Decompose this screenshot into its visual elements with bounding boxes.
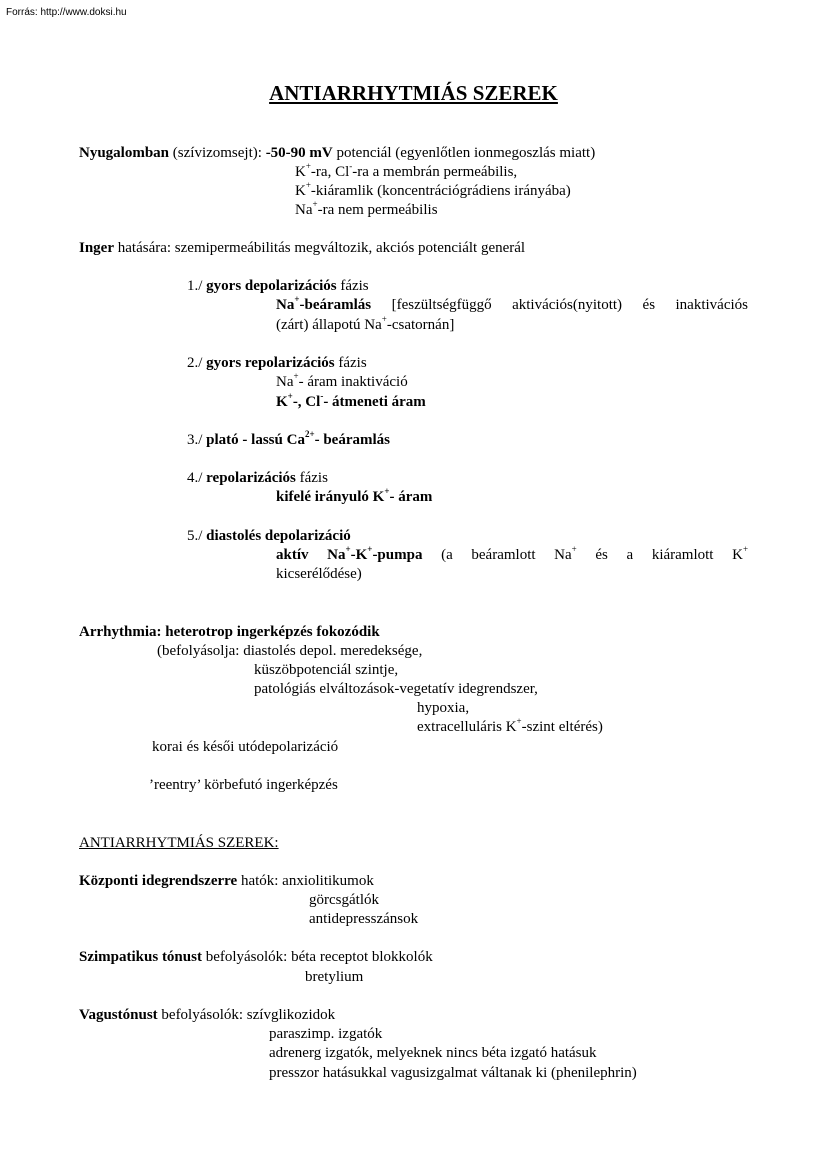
phase-2-line-2: Na+- áram inaktiváció xyxy=(276,371,408,390)
vagus-line-4: presszor hatásukkal vagusizgalmat váltanak ki (phenilephrin) xyxy=(269,1065,637,1081)
phase-5-heading: 5./ diastolés depolarizáció xyxy=(187,528,351,544)
cns-line-1: Központi idegrendszerre hatók: anxiolitikumok xyxy=(79,873,374,889)
page-title: ANTIARRHYTMIÁS SZEREK xyxy=(269,81,558,105)
phase-2-heading: 2./ gyors repolarizációs fázis xyxy=(187,355,367,371)
inger-line: Inger hatására: szemipermeábilitás megváltozik, akciós potenciált generál xyxy=(79,240,526,256)
phase-3-heading: 3./ plató - lassú $Ca^{2+}-$ beáramlás xyxy=(187,429,390,448)
sympathetic-line-2: bretylium xyxy=(305,969,364,985)
phase-4-line-2: kifelé irányuló K+- áram xyxy=(276,486,433,505)
arrhythmia-line-6: korai és késői utódepolarizáció xyxy=(152,739,339,755)
cns-line-3: antidepresszánsok xyxy=(309,911,419,927)
arrhythmia-line-1: (befolyásolja: diastolés depol. meredeksége, xyxy=(157,643,423,659)
arrhythmia-line-5: extracelluláris K+-szint eltérés) xyxy=(417,716,603,735)
phase-2-line-3: K+-, Cl-- átmeneti áram xyxy=(276,391,426,410)
cns-line-2: görcsgátlók xyxy=(309,892,379,908)
arrhythmia-line-3: patológiás elváltozások-vegetatív idegrendszer, xyxy=(254,681,538,697)
vagus-line-2: paraszimp. izgatók xyxy=(269,1026,383,1042)
arrhythmia-line-4: hypoxia, xyxy=(417,700,470,716)
drugs-heading: ANTIARRHYTMIÁS SZEREK: xyxy=(79,835,279,851)
rest-line-3: K+-kiáramlik (koncentrációgrádiens irányába) xyxy=(295,180,571,199)
phase-1-line-2: Na+-beáramlás [feszültségfüggő aktivációs(nyitott) és inaktivációs xyxy=(276,294,748,313)
rest-line-4: Na+-ra nem permeábilis xyxy=(295,199,438,218)
vagus-line-1: Vagustónust befolyásolók: szívglikozidok xyxy=(79,1007,336,1023)
phase-5-line-2: aktív Na+-K+-pumpa (a beáramlott Na+ és a kiáramlott K+ xyxy=(276,544,749,563)
arrhythmia-line-2: küszöbpotenciál szintje, xyxy=(254,662,399,678)
arrhythmia-heading: Arrhythmia: heterotrop ingerképzés fokozódik xyxy=(79,624,380,640)
arrhythmia-line-7: ’reentry’ körbefutó ingerképzés xyxy=(149,777,338,793)
sympathetic-line-1: Szimpatikus tónust befolyásolók: béta receptot blokkolók xyxy=(79,949,433,965)
phase-1-line-3: (zárt) állapotú Na+-csatornán] xyxy=(276,314,455,333)
rest-line-2: K+-ra, Cl--ra a membrán permeábilis, xyxy=(295,161,518,180)
phase-1-heading: 1./ gyors depolarizációs fázis xyxy=(187,278,369,294)
source-note: Forrás: http://www.doksi.hu xyxy=(6,7,127,18)
vagus-line-3: adrenerg izgatók, melyeknek nincs béta izgató hatásuk xyxy=(269,1045,597,1061)
rest-line-1: Nyugalomban (szívizomsejt): -50-90 mV potenciál (egyenlőtlen ionmegoszlás miatt) xyxy=(79,145,596,161)
phase-4-heading: 4./ repolarizációs fázis xyxy=(187,470,328,486)
phase-5-line-3: kicserélődése) xyxy=(276,566,362,582)
